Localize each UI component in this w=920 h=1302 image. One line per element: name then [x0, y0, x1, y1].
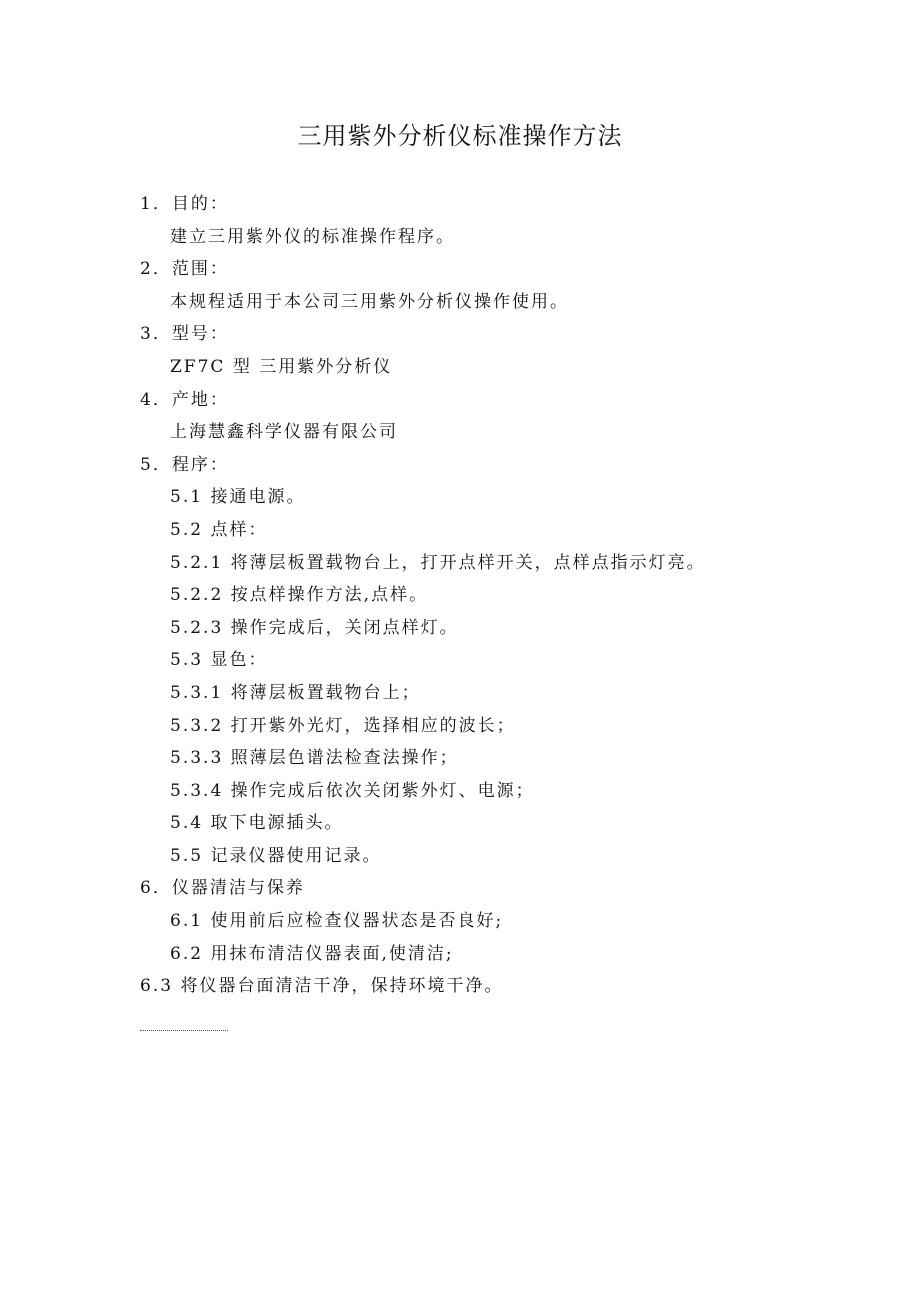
procedure-step: 5.1 接通电源。 — [170, 487, 306, 508]
procedure-step: 5.3.1 将薄层板置载物台上； — [170, 682, 421, 703]
section-heading: 4．产地： — [140, 389, 229, 410]
procedure-step: 5.2 点样： — [170, 519, 268, 540]
maintenance-step: 6.2 用抹布清洁仪器表面,使清洁; — [170, 943, 454, 964]
section-heading: 6．仪器清洁与保养 — [140, 878, 305, 899]
section-body: 上海慧鑫科学仪器有限公司 — [170, 422, 398, 443]
procedure-step: 5.2.2 按点样操作方法,点样。 — [170, 585, 429, 606]
footnote-divider — [140, 1030, 228, 1031]
procedure-step: 5.2.3 操作完成后，关闭点样灯。 — [170, 617, 459, 638]
procedure-step: 5.3 显色： — [170, 650, 268, 671]
section-heading: 2．范围： — [140, 259, 229, 280]
procedure-step: 5.2.1 将薄层板置载物台上，打开点样开关，点样点指示灯亮。 — [170, 552, 706, 573]
procedure-list — [0, 188, 920, 1003]
procedure-step: 5.3.2 打开紫外光灯，选择相应的波长； — [170, 715, 516, 736]
page-title: 三用紫外分析仪标准操作方法 — [297, 122, 623, 150]
section-body: 建立三用紫外仪的标准操作程序。 — [170, 226, 455, 247]
section-heading: 1．目的： — [140, 194, 229, 214]
procedure-step: 5.4 取下电源插头。 — [170, 813, 344, 834]
section-body: 本规程适用于本公司三用紫外分析仪操作使用。 — [170, 291, 569, 312]
maintenance-step: 6.1 使用前后应检查仪器状态是否良好; — [170, 911, 504, 932]
procedure-step: 5.5 记录仪器使用记录。 — [170, 845, 382, 866]
section-heading: 5．程序： — [140, 454, 229, 475]
section-heading: 3．型号： — [140, 324, 229, 345]
procedure-step: 5.3.3 照薄层色谱法检查法操作； — [170, 748, 459, 769]
maintenance-step: 6.3 将仪器台面清洁干净，保持环境干净。 — [140, 976, 504, 997]
section-body: ZF7C 型 三用紫外分析仪 — [170, 356, 393, 377]
procedure-step: 5.3.4 操作完成后依次关闭紫外灯、电源； — [170, 780, 535, 801]
